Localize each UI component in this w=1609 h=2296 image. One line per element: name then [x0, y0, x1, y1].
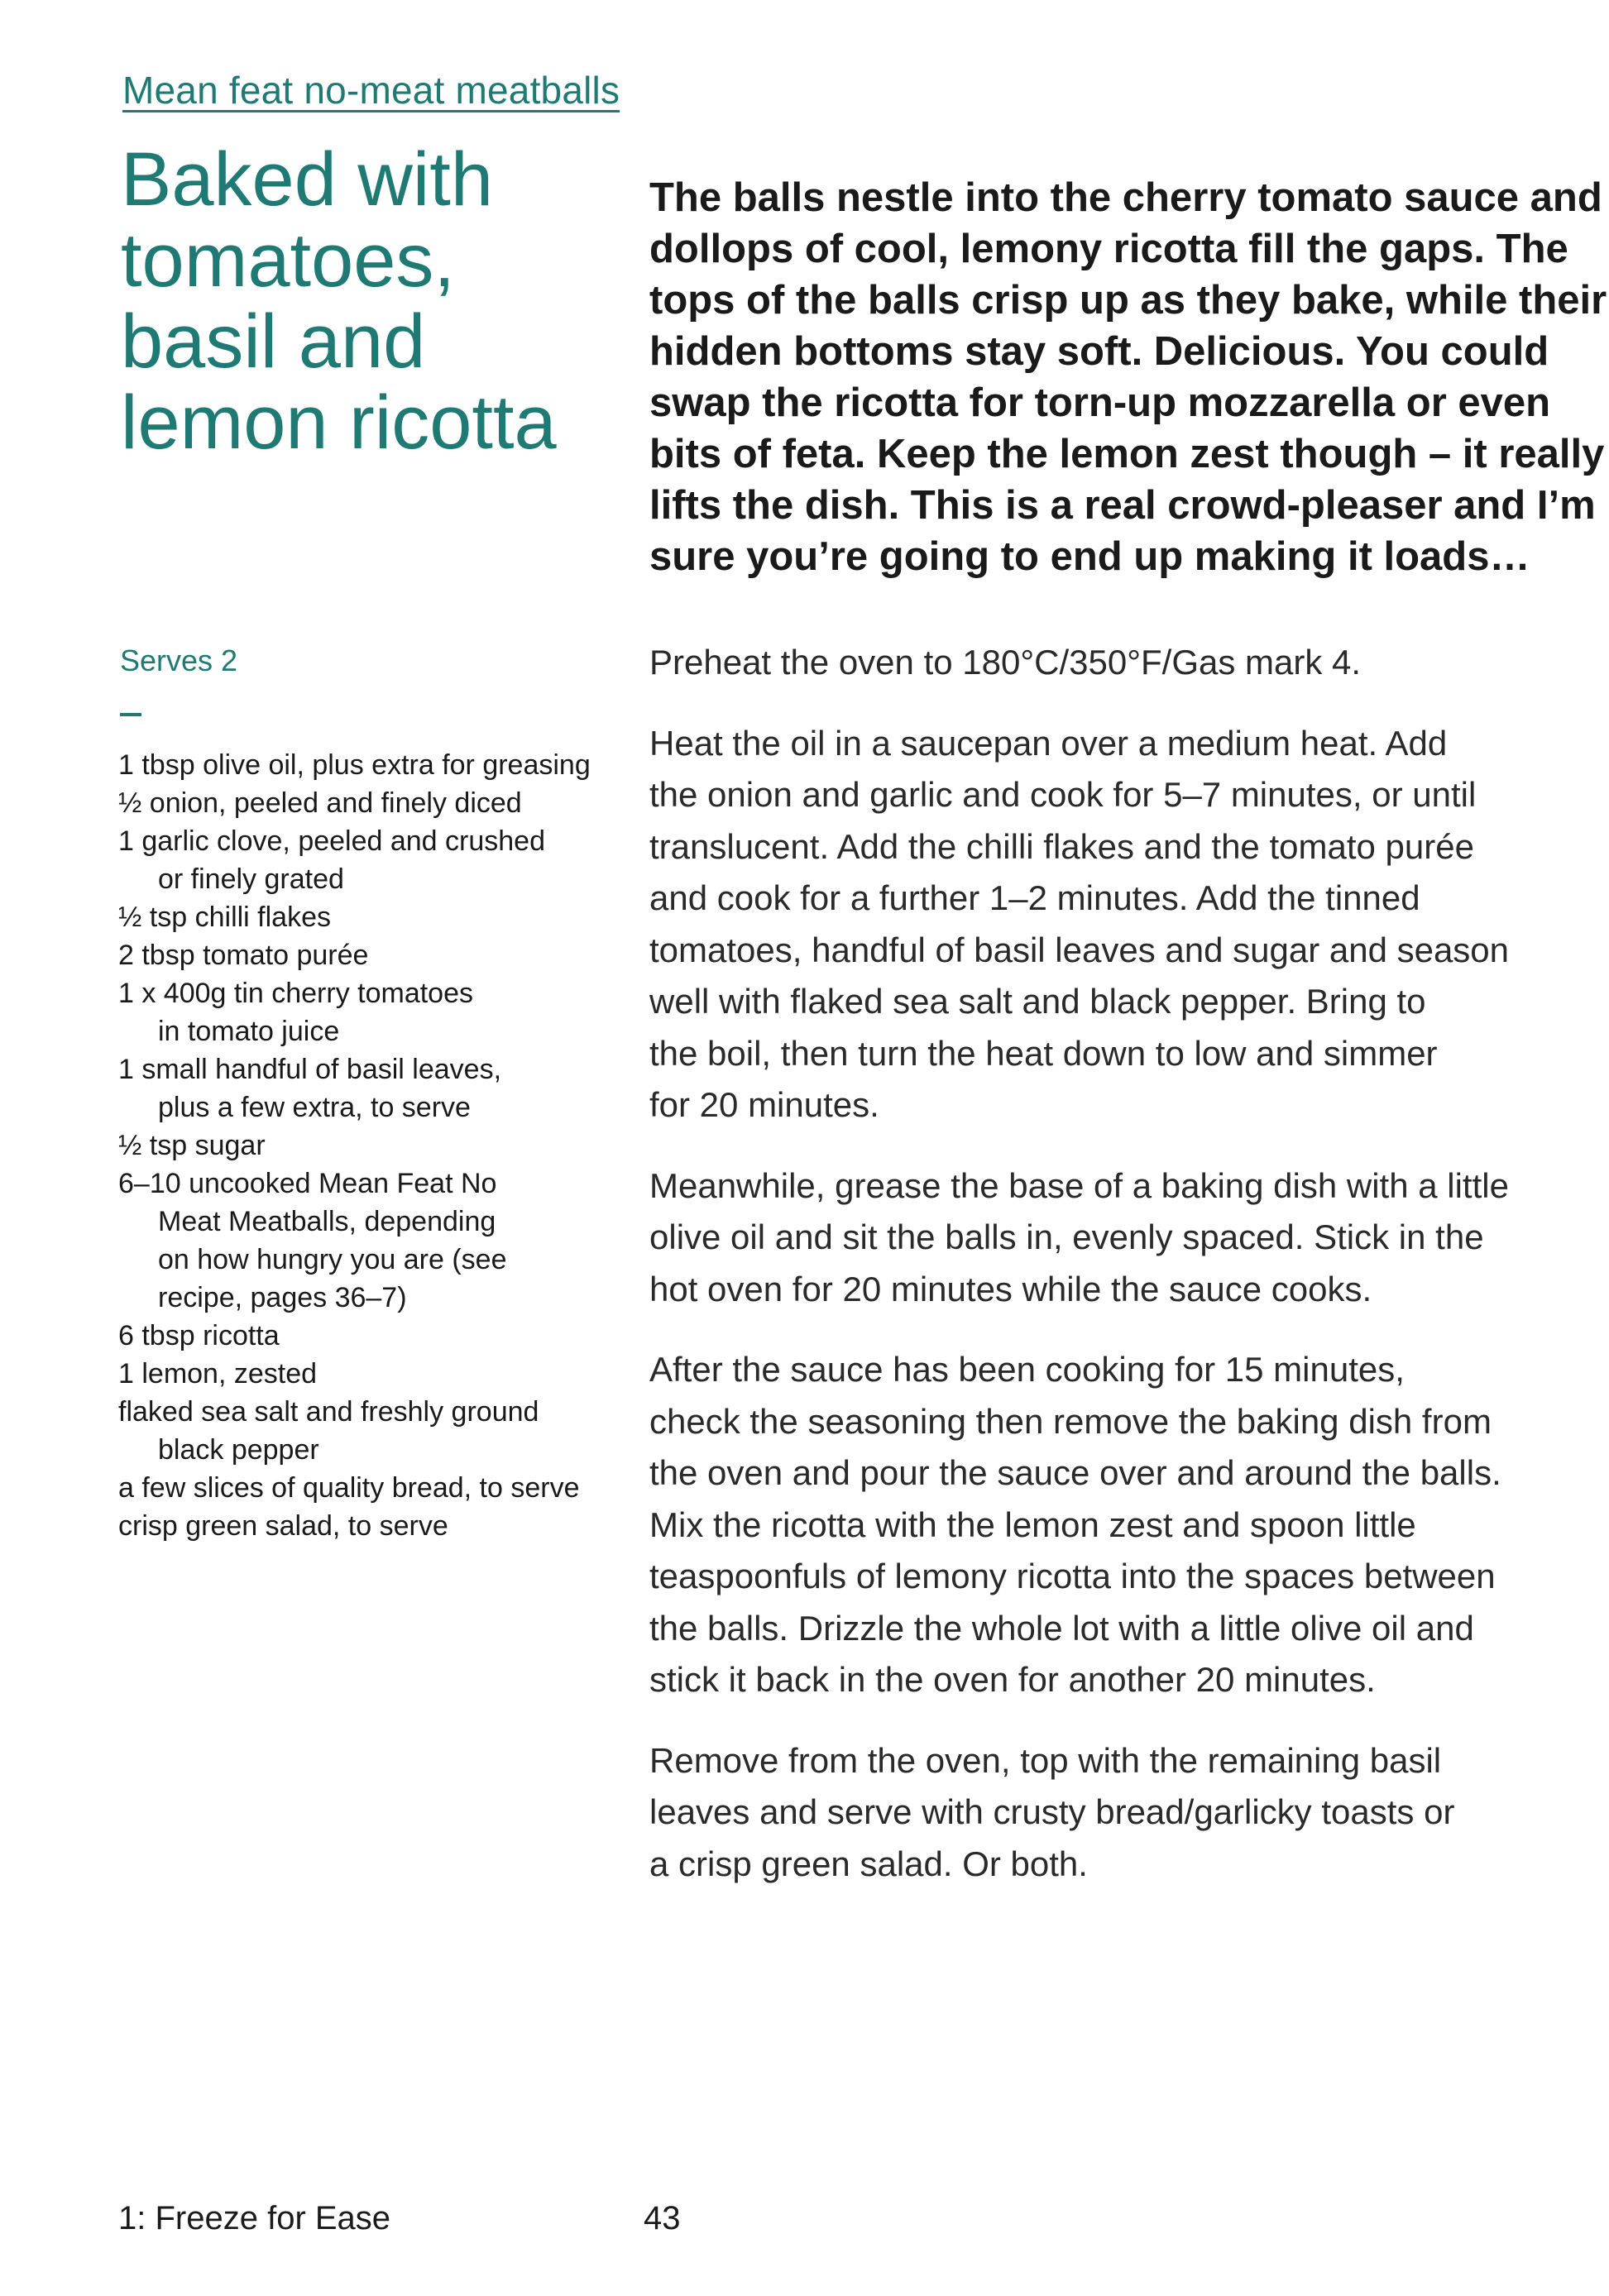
intro-line: swap the ricotta for torn-up mozzarella or even	[649, 380, 1551, 425]
method-line: olive oil and sit the balls in, evenly spaced. Stick in the	[649, 1217, 1484, 1256]
method-line: Remove from the oven, top with the remaining basil	[649, 1740, 1442, 1780]
ingredient-line: 1 small handful of basil leaves,	[118, 1054, 502, 1085]
chapter-footer: 1: Freeze for Ease	[118, 2200, 391, 2236]
ingredient-line: Meat Meatballs, depending	[158, 1206, 496, 1237]
ingredient-line: ½ tsp sugar	[118, 1130, 266, 1161]
title-line: tomatoes,	[121, 218, 455, 303]
method-line: the onion and garlic and cook for 5–7 minutes, or until	[649, 775, 1477, 814]
method-line: Meanwhile, grease the base of a baking dish with a little	[649, 1165, 1509, 1205]
method-line: tomatoes, handful of basil leaves and sugar and season	[649, 930, 1510, 969]
recipe-title	[121, 139, 650, 463]
section-divider	[120, 713, 141, 716]
method-step	[649, 1344, 1543, 1706]
ingredient-line: on how hungry you are (see	[158, 1244, 507, 1275]
method-step	[649, 637, 1543, 689]
ingredient-line: 1 tbsp olive oil, plus extra for greasing	[118, 749, 591, 781]
ingredient-line: or finely grated	[158, 863, 344, 895]
ingredient-line: plus a few extra, to serve	[158, 1092, 471, 1123]
ingredient-line: flaked sea salt and freshly ground	[118, 1396, 539, 1428]
intro-line: sure you’re going to end up making it loads…	[649, 534, 1530, 579]
title-line: basil and	[121, 299, 426, 384]
intro-line: tops of the balls crisp up as they bake, while their	[649, 278, 1607, 323]
ingredient-line: ½ tsp chilli flakes	[118, 902, 331, 933]
intro-line: The balls nestle into the cherry tomato sauce and	[649, 175, 1602, 220]
ingredient-line: 6 tbsp ricotta	[118, 1320, 280, 1351]
intro-line: bits of feta. Keep the lemon zest though – it really	[649, 432, 1605, 476]
ingredient-line: crisp green salad, to serve	[118, 1510, 448, 1542]
method-step	[649, 1735, 1543, 1891]
page-number: 43	[644, 2200, 681, 2236]
method-line: well with flaked sea salt and black pepper. Bring to	[649, 982, 1426, 1021]
method-line: a crisp green salad. Or both.	[649, 1844, 1088, 1883]
method-line: check the seasoning then remove the baking dish from	[649, 1401, 1492, 1441]
ingredient-line: 6–10 uncooked Mean Feat No	[118, 1168, 497, 1199]
ingredient-line: 2 tbsp tomato purée	[118, 940, 369, 971]
ingredient-line: in tomato juice	[158, 1016, 340, 1047]
title-line: lemon ricotta	[121, 380, 557, 465]
ingredients-list	[118, 746, 623, 1545]
method-line: translucent. Add the chilli flakes and the tomato purée	[649, 826, 1474, 866]
ingredient-line: 1 lemon, zested	[118, 1358, 318, 1390]
method-line: and cook for a further 1–2 minutes. Add the tinned	[649, 878, 1420, 917]
method-line: leaves and serve with crusty bread/garlicky toasts or	[649, 1792, 1455, 1831]
method-step	[649, 1160, 1543, 1316]
method-line: stick it back in the oven for another 20 minutes.	[649, 1660, 1376, 1699]
method-line: for 20 minutes.	[649, 1085, 879, 1124]
ingredient-line: a few slices of quality bread, to serve	[118, 1472, 580, 1504]
section-link[interactable]: Mean feat no-meat meatballs	[122, 69, 620, 112]
title-line: Baked with	[121, 137, 494, 222]
ingredient-line: 1 x 400g tin cherry tomatoes	[118, 978, 474, 1009]
intro-line: lifts the dish. This is a real crowd-pleaser and I’m	[649, 483, 1596, 528]
ingredient-line: ½ onion, peeled and finely diced	[118, 787, 522, 819]
method-step	[649, 718, 1543, 1131]
method-line: Heat the oil in a saucepan over a medium heat. Add	[649, 723, 1448, 763]
serves-label: Serves 2	[120, 643, 238, 677]
method-line: Preheat the oven to 180°C/350°F/Gas mark 4.	[649, 643, 1362, 682]
method-line: the boil, then turn the heat down to low and simmer	[649, 1033, 1438, 1073]
ingredient-line: recipe, pages 36–7)	[158, 1282, 407, 1313]
ingredient-line: 1 garlic clove, peeled and crushed	[118, 825, 545, 857]
method-line: teaspoonfuls of lemony ricotta into the spaces between	[649, 1557, 1496, 1595]
intro-line: hidden bottoms stay soft. Delicious. You could	[649, 329, 1549, 374]
method-line: After the sauce has been cooking for 15 minutes,	[649, 1350, 1405, 1389]
method-line: the balls. Drizzle the whole lot with a little olive oil and	[649, 1608, 1474, 1648]
recipe-intro	[649, 172, 1607, 582]
ingredient-line: black pepper	[158, 1434, 319, 1466]
method-line: the oven and pour the sauce over and around the balls.	[649, 1453, 1501, 1492]
method-line: hot oven for 20 minutes while the sauce cooks.	[649, 1269, 1372, 1308]
method-steps	[649, 637, 1543, 1919]
intro-line: dollops of cool, lemony ricotta fill the gaps. The	[649, 227, 1568, 271]
method-line: Mix the ricotta with the lemon zest and spoon little	[649, 1504, 1416, 1544]
